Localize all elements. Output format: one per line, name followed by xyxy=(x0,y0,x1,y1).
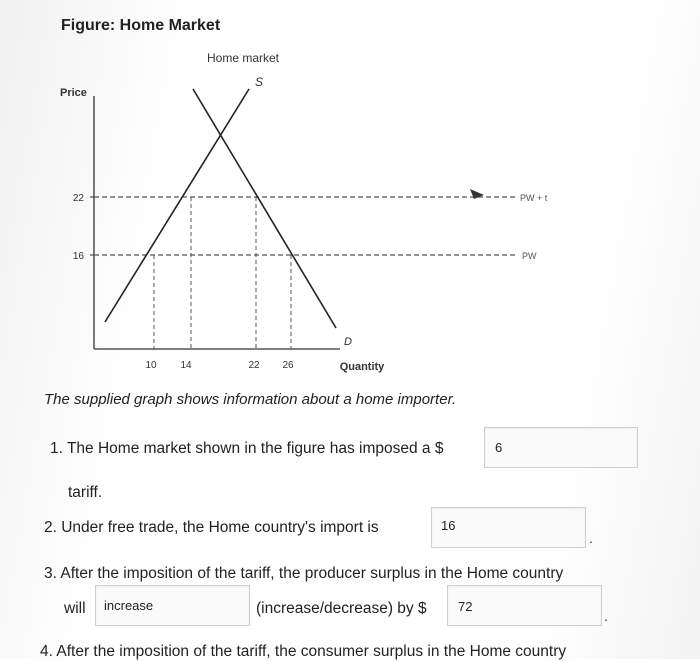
question-3-text: 3. After the imposition of the tariff, the producer surplus in the Home country xyxy=(44,565,564,582)
question-4-text: 4. After the imposition of the tariff, the consumer surplus in the Home country xyxy=(40,643,567,660)
x-tick-label-14: 14 xyxy=(180,360,192,371)
question-3-middle: (increase/decrease) by $ xyxy=(256,600,427,617)
x-tick-label-26: 26 xyxy=(282,360,294,371)
q2-period: . xyxy=(589,530,593,546)
x-axis-label: Quantity xyxy=(339,361,385,373)
q2-answer-value: 16 xyxy=(441,518,456,533)
x-tick-label-10: 10 xyxy=(145,360,157,371)
q3-period: . xyxy=(604,608,608,624)
q3-choice-value: increase xyxy=(104,598,154,613)
x-tick-label-22: 22 xyxy=(248,360,260,371)
demand-curve xyxy=(193,89,336,328)
q1-answer-box[interactable] xyxy=(484,427,638,468)
world-price-label: PW xyxy=(522,251,537,261)
demand-label: D xyxy=(344,336,352,348)
question-1-text: 1. The Home market shown in the figure has imposed a $ xyxy=(50,440,444,457)
question-1-tail: tariff. xyxy=(68,484,103,501)
y-axis-label: Price xyxy=(60,87,87,99)
y-tick-label-16: 16 xyxy=(72,251,84,262)
figure-title: Figure: Home Market xyxy=(61,17,221,34)
question-3-will: will xyxy=(64,600,86,617)
y-tick-label-22: 22 xyxy=(72,193,84,204)
q3-amount-value: 72 xyxy=(458,599,473,614)
caption: The supplied graph shows information about a home importer. xyxy=(44,391,457,408)
question-2-text: 2. Under free trade, the Home country's import is xyxy=(44,519,379,536)
chart-title: Home market xyxy=(206,51,280,65)
q1-answer-value: 6 xyxy=(495,440,503,455)
supply-curve xyxy=(105,89,249,322)
tariff-price-label: PW + t xyxy=(520,193,548,203)
supply-label: S xyxy=(254,75,264,89)
